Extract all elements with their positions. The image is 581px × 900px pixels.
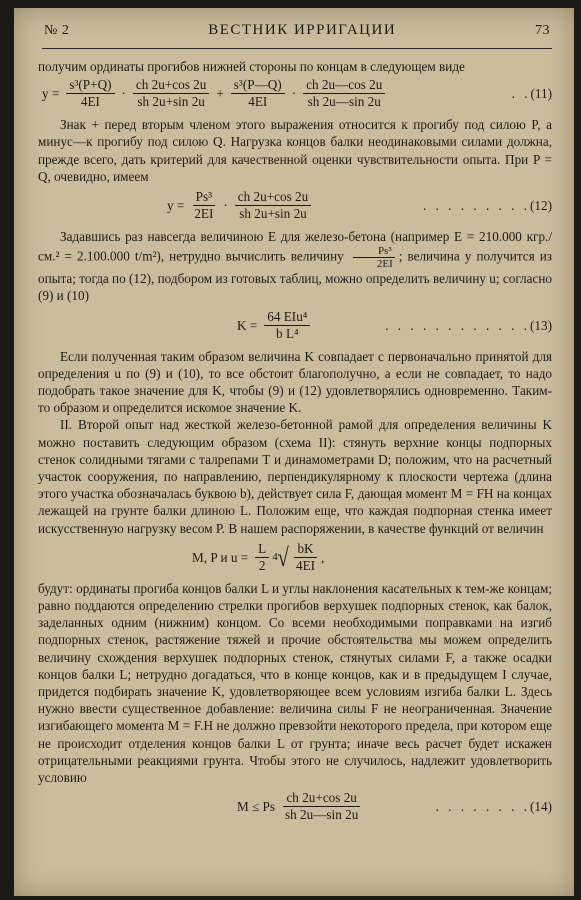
eq12-frac-2: ch 2u+cos 2u sh 2u+sin 2u xyxy=(235,189,311,222)
equation-14: M ≤ Ps ch 2u+cos 2u sh 2u—sin 2u . . . . . . . .(14) xyxy=(237,790,552,823)
journal-title: ВЕСТНИК ИРРИГАЦИИ xyxy=(208,22,397,38)
eq13-frac: 64 EIu⁴ b L⁴ xyxy=(264,309,310,342)
eq12-number: . . . . . . . . .(12) xyxy=(422,197,552,213)
eq14-number: . . . . . . . .(14) xyxy=(435,799,552,815)
equation-mpu: M, P и u = $\frac{L}{2}$ 4 √ bK 4EI , xyxy=(192,540,325,573)
eq13-number: . . . . . . . . . . . .(13) xyxy=(385,317,552,333)
root-index: 4 xyxy=(272,550,278,563)
eq12-frac-1: $\frac{\text{Ps³}}{2EI}$ xyxy=(194,189,214,222)
eq11-number: . .(11) xyxy=(511,86,552,102)
paragraph-2: Знак + перед вторым членом этого выражения относится к прогибу под силою P, а минус—к прогибу под силою Q. Нагрузка концов балки неодинаковыми силами должна, прежде всего, дать критерий для качественной оценки чувствительности опыта. При P = Q, очевидно, имеем xyxy=(38,117,552,184)
article-body xyxy=(38,58,552,829)
inline-fraction: $\frac{\text{Ps³}}{2EI}$ xyxy=(352,245,396,270)
page-header xyxy=(44,22,550,46)
paragraph-4: Если полученная таким образом величина K совпадает с первоначально принятой для определения u по (9) и (10), то все обстоит благополучно, а если не совпадает, то надо подобрать такое значение для K, чтобы (9) и (12) удовлетворялись одновременно. Таким-то образом и определится искомое значение K. xyxy=(38,348,552,416)
equation-11: y = $\frac{\text{s³(P+Q)}}{4EI}$ · ch 2u+cos 2u sh 2u+sin 2u + $\frac{\text{s³(P—Q)}}{4EI}$ · ch 2u—cos 2u sh 2u—sin 2u . .(11) xyxy=(42,77,552,110)
paragraph-5: II. Второй опыт над жесткой железо-бетонной рамой для определения величины K можно поставить следующим образом (схема II): стянуть верхние концы подпорных стенок солидными тягами с талрепами T и динамометрами D; положим, что на расчетный участок сооружения, по направлению, перпендикулярному к плоскости чертежа (длина этого участка обозначалась буквою b), действует сила F, дающая момент M = FH на концах лежащей на грунте балки длиною L. Положим еще, что каждая подпорная стенка имеет искусственную нагрузку весом P. В нашем распоряжении, в качестве функций от величин xyxy=(38,417,552,536)
paragraph-3: Задавшись раз навсегда величиною E для железо-бетона (например E = 210.000 кгр./см.² = 2.100.000 t/m²), нетрудно вычислить величину $\frac{\text{Ps³}}{2EI}$ ; величина y получится из опыта; тогда по (12), подбором из готовых таблиц, можно определить величину u; согласно (9) и (10) xyxy=(38,229,553,304)
eq11-frac-1: $\frac{\text{s³(P+Q)}}{4EI}$ xyxy=(66,77,114,110)
equation-13: K = 64 EIu⁴ b L⁴ . . . . . . . . . . . .(13) xyxy=(237,308,552,341)
journal-page xyxy=(14,8,574,896)
eq11-lhs: y = xyxy=(42,86,60,102)
eqmpu-frac-1: $\frac{L}{2}$ xyxy=(255,541,269,574)
paragraph-6: будут: ординаты прогиба концов балки L и углы наклонения касательных к тем-же концам; равно поддаются определению стрелки прогибов верхушек подпорных стенок, как балок, заделанных одним (нижним) концом. Со всеми необходимыми поправками на изгиб подпорных стенок, растяжение тяжей и прочие обстоятельства мы можем определить величину схождения верхушек подпорных стенок, стянутых силами F, а также осадки концов балки L; нетрудно догадаться, что в конце концов, как и в предыдущем I случае, придется подбирать значение K, удовлетворяющее всем условиям изгиба балки L. Здесь нужно ввести существенное добавление: величина силы F не неограниченная. Значение изгибающего момента M = F.H не должно превзойти некоторого предела, при котором еще не происходит отделения концов балки L от грунта; иначе весь расчет будет искажен отрицательными реакциями грунта. Чтобы этого не случилось, надлежит удовлетворить условию xyxy=(38,580,552,786)
eq11-frac-2: ch 2u+cos 2u sh 2u+sin 2u xyxy=(133,77,209,110)
issue-number: № 2 xyxy=(44,23,70,38)
eqmpu-frac-2: bK 4EI xyxy=(296,540,316,573)
page-number: 73 xyxy=(535,23,550,38)
root-sign: √ xyxy=(277,542,289,572)
header-rule xyxy=(42,48,552,49)
eq11-frac-3: $\frac{\text{s³(P—Q)}}{4EI}$ xyxy=(231,77,285,110)
paragraph-1: получим ординаты прогибов нижней стороны по концам в следующем виде xyxy=(38,59,465,74)
eq14-frac: ch 2u+cos 2u sh 2u—sin 2u xyxy=(285,790,359,823)
eq11-frac-4: ch 2u—cos 2u sh 2u—sin 2u xyxy=(303,77,385,110)
equation-12: y = $\frac{\text{Ps³}}{2EI}$ · ch 2u+cos 2u sh 2u+sin 2u . . . . . . . . .(12) xyxy=(167,189,552,222)
